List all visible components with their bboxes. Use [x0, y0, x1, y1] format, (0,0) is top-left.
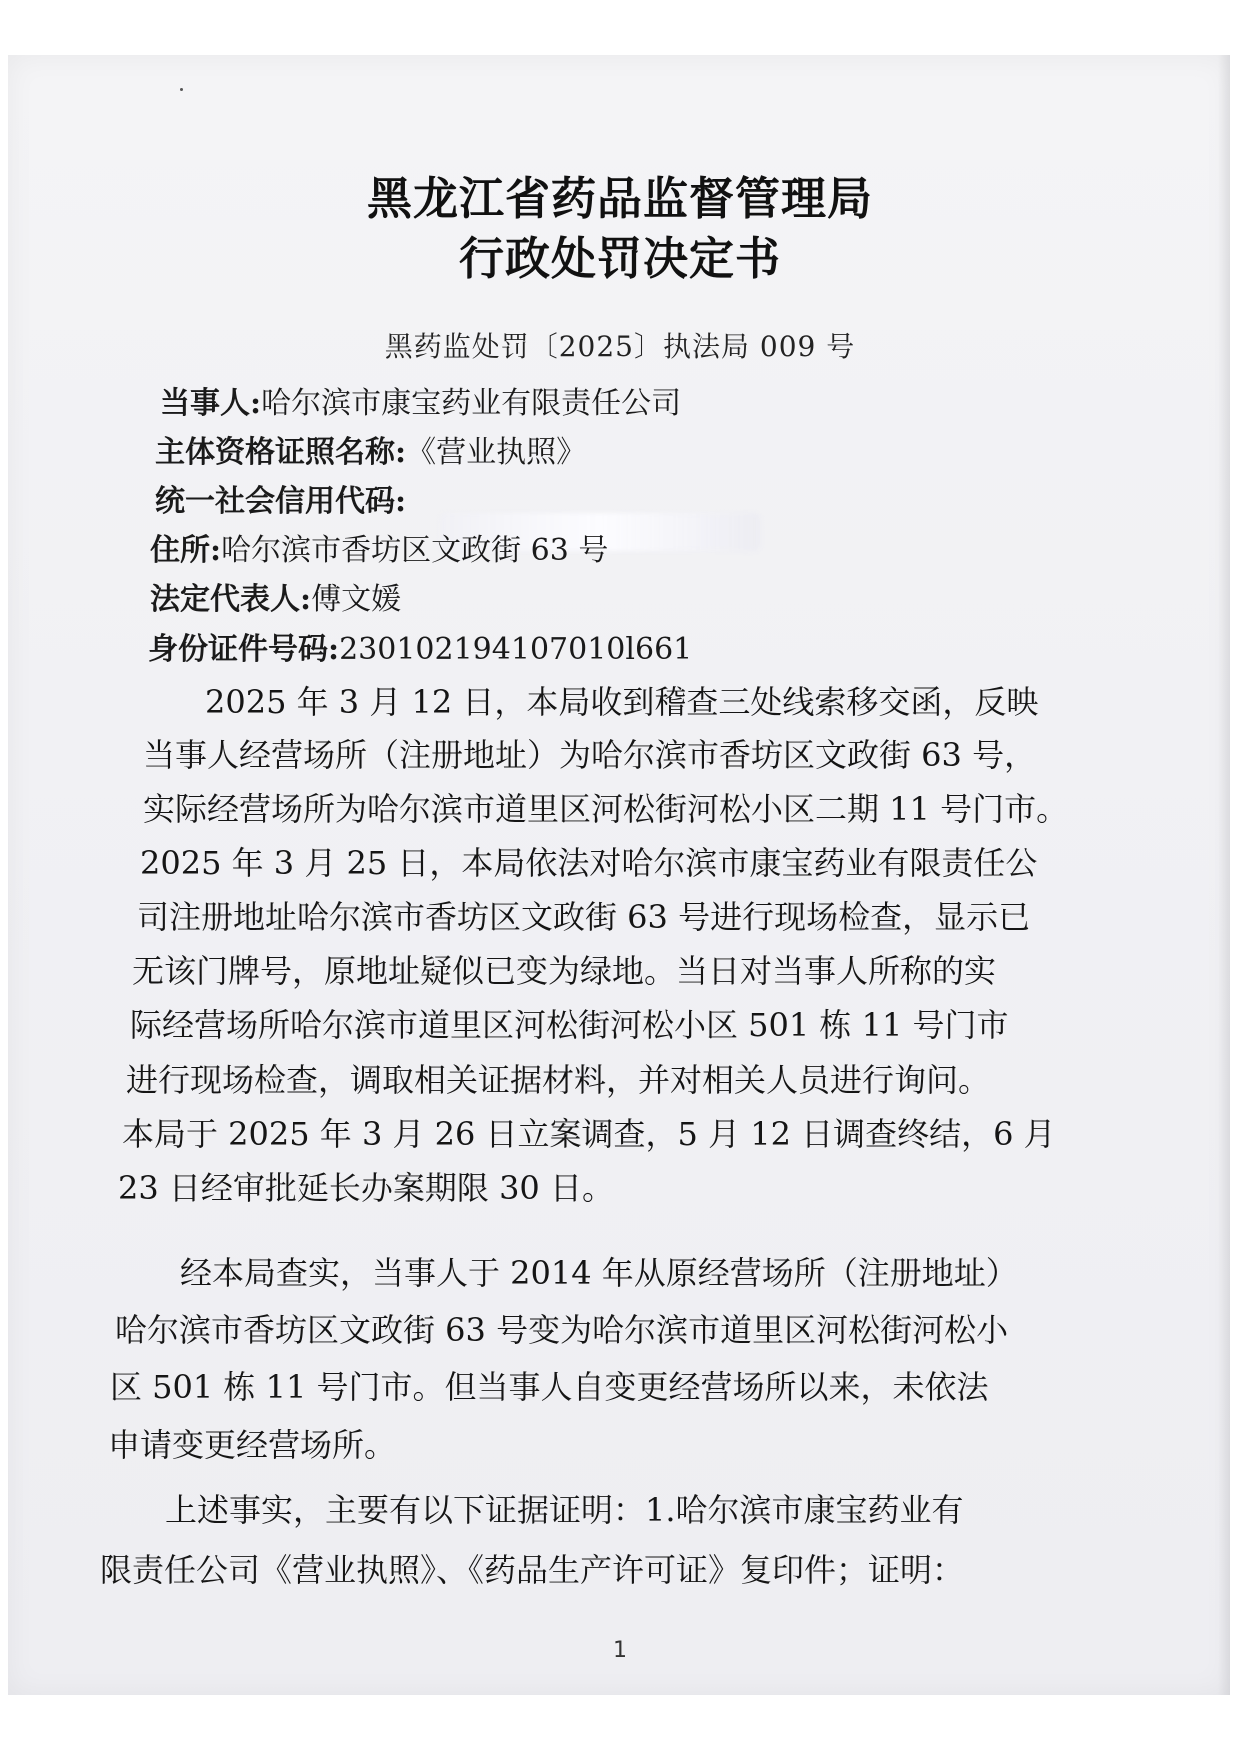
body-line: 限责任公司《营业执照》、《药品生产许可证》复印件；证明：: [100, 1551, 965, 1589]
body-line: 当事人经营场所（注册地址）为哈尔滨市香坊区文政街 63 号，: [143, 736, 1037, 774]
body-line: 2025 年 3 月 12 日，本局收到稽查三处线索移交函，反映: [205, 683, 1039, 721]
field-license-name-label: 主体资格证照名称:: [155, 435, 407, 470]
body-line: 区 501 栋 11 号门市。但当事人自变更经营场所以来，未依法: [110, 1368, 989, 1406]
document-title-type: 行政处罚决定书: [458, 232, 781, 285]
field-id-number-label: 身份证件号码:: [148, 632, 340, 667]
body-line: 哈尔滨市香坊区文政街 63 号变为哈尔滨市道里区河松街河松小: [115, 1311, 1009, 1349]
field-legal-rep-label: 法定代表人:: [150, 582, 312, 617]
field-credit-code-label: 统一社会信用代码:: [155, 484, 407, 519]
field-credit-code: [155, 476, 406, 520]
document-number: 黑药监处罚〔2025〕执法局 009 号: [384, 330, 856, 363]
field-party-value: 哈尔滨市康宝药业有限责任公司: [261, 386, 682, 421]
document-title-agency: 黑龙江省药品监督管理局: [366, 172, 873, 225]
body-line: 无该门牌号，原地址疑似已变为绿地。当日对当事人所称的实: [132, 952, 997, 990]
field-license-name-value: 《营业执照》: [406, 435, 587, 470]
body-line: 上述事实，主要有以下证据证明：1.哈尔滨市康宝药业有: [165, 1491, 964, 1529]
field-legal-rep-value: 傅文媛: [311, 582, 402, 617]
page-number: 1: [613, 1638, 627, 1663]
body-line: 实际经营场所为哈尔滨市道里区河松街河松小区二期 11 号门市。: [143, 790, 1069, 828]
field-legal-rep: [150, 574, 401, 618]
body-line: 司注册地址哈尔滨市香坊区文政街 63 号进行现场检查，显示已: [137, 898, 1031, 936]
body-line: 经本局查实，当事人于 2014 年从原经营场所（注册地址）: [180, 1254, 1018, 1292]
body-line: 际经营场所哈尔滨市道里区河松街河松小区 501 栋 11 号门市: [130, 1006, 1009, 1044]
field-license-name: [155, 427, 586, 471]
field-address: [150, 525, 608, 569]
field-party-label: 当事人:: [160, 386, 262, 421]
field-id-number: [148, 624, 692, 668]
body-line: 2025 年 3 月 25 日，本局依法对哈尔滨市康宝药业有限责任公: [140, 844, 1038, 882]
field-address-value: 哈尔滨市香坊区文政街 63 号: [221, 533, 609, 568]
field-address-label: 住所:: [150, 533, 222, 568]
body-line: 23 日经审批延长办案期限 30 日。: [118, 1169, 614, 1207]
body-line: 申请变更经营场所。: [108, 1426, 397, 1464]
body-line: 进行现场检查，调取相关证据材料，并对相关人员进行询问。: [126, 1061, 991, 1099]
paper-shadow-edge: [1218, 55, 1230, 1695]
speck-mark: [180, 88, 183, 91]
field-party: [160, 378, 681, 422]
body-line: 本局于 2025 年 3 月 26 日立案调查，5 月 12 日调查终结，6 月: [122, 1115, 1056, 1153]
field-id-number-value: 230102194107010l661: [339, 632, 693, 667]
